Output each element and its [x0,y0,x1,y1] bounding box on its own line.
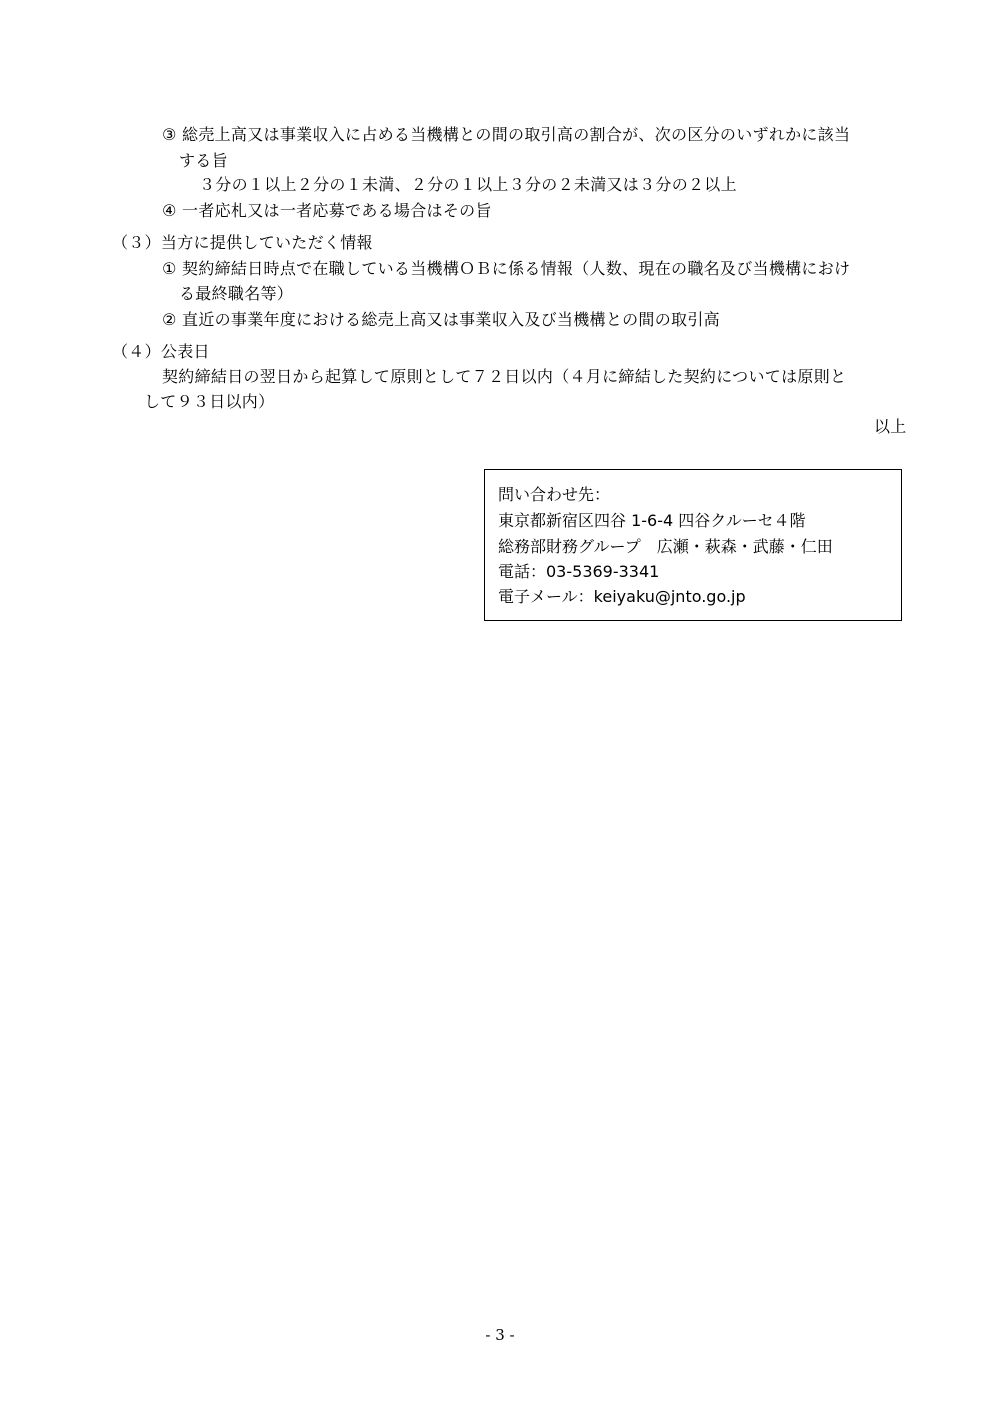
item3-ranges: ３分の１以上２分の１未満、２分の１以上３分の２未満又は３分の２以上 [199,175,737,194]
section4-heading: （４）公表日 [112,342,210,361]
contact-address: 東京都新宿区四谷 1-6-4 四谷クルーセ４階 [498,511,806,530]
section3-heading: （３）当方に提供していただく情報 [112,233,373,252]
section4-body-line2: して９３日以内） [144,392,275,411]
contact-box [484,469,902,621]
contact-label: 問い合わせ先： [498,485,611,504]
section3-item2: ② 直近の事業年度における総売上高又は事業収入及び当機構との間の取引高 [162,310,720,329]
page-number: - 3 - [485,1326,515,1344]
contact-department: 総務部財務グループ 広瀬・萩森・武藤・仁田 [498,537,833,556]
contact-email: 電子メール：keiyaku@jnto.go.jp [498,587,746,606]
section3-item1-line1: ① 契約締結日時点で在職している当機構ＯＢに係る情報（人数、現在の職名及び当機構におけ [162,259,851,278]
section4-body-line1: 契約締結日の翌日から起算して原則として７２日以内（４月に締結した契約については原則と [162,367,847,386]
section3-item1-line2: る最終職名等） [179,284,294,303]
item3-text-line2: する旨 [179,151,228,170]
item4-text: ④ 一者応札又は一者応募である場合はその旨 [162,201,492,220]
contact-phone: 電話：03-5369-3341 [498,562,660,581]
item3-text-line1: ③ 総売上高又は事業収入に占める当機構との間の取引高の割合が、次の区分のいずれかに該当 [162,125,851,144]
closing-text: 以上 [874,417,907,436]
